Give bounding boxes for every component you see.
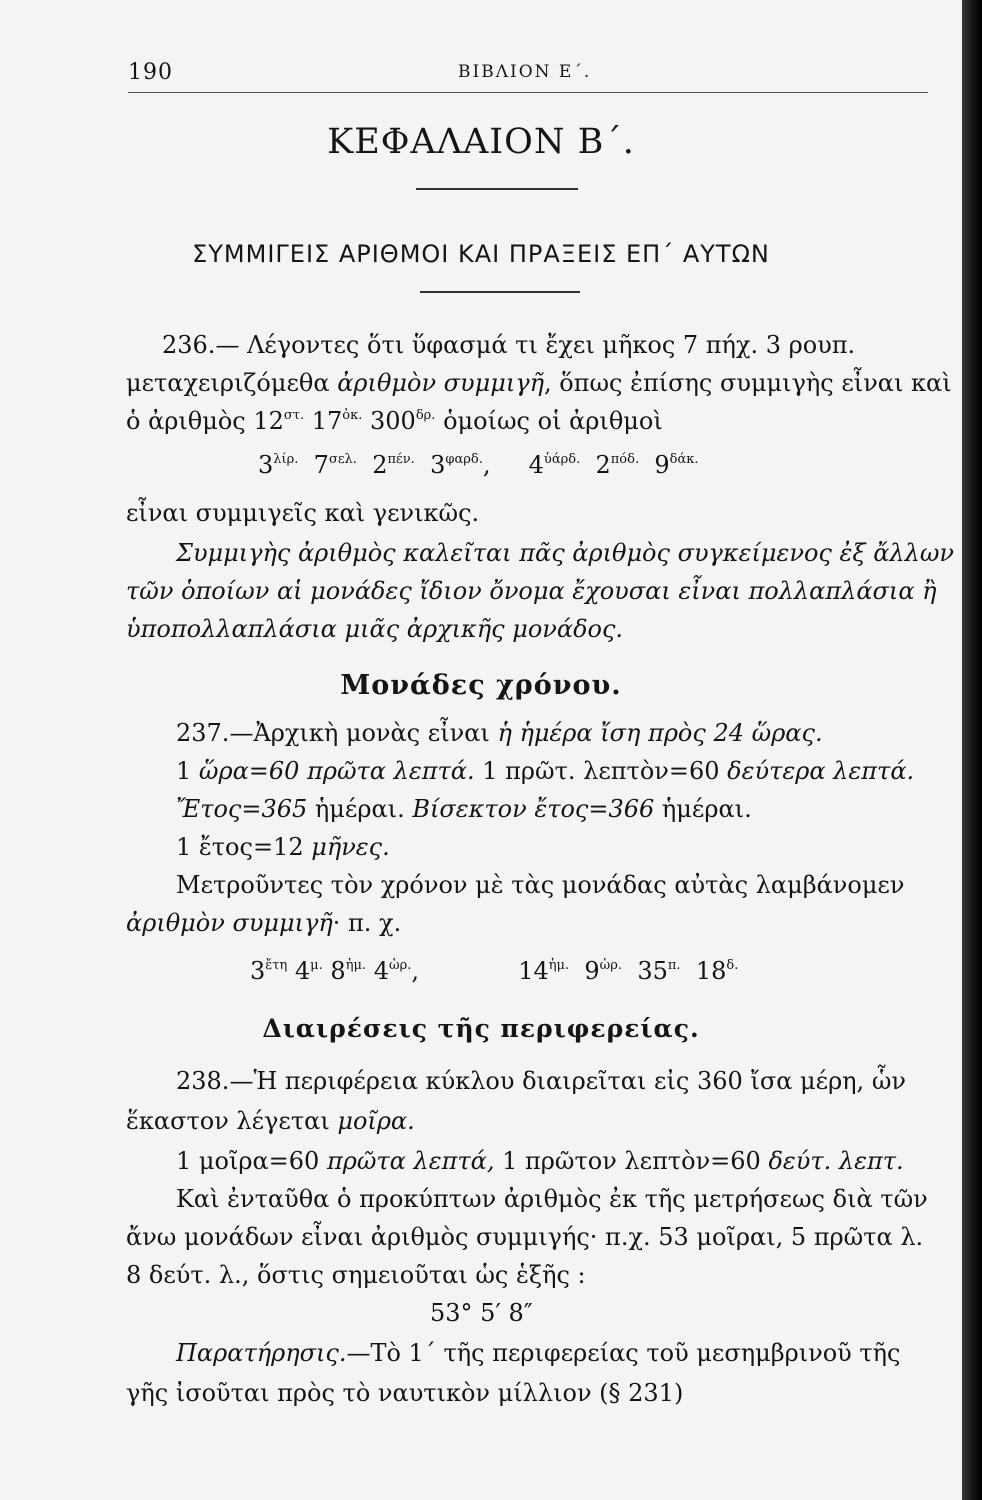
note-line-1 bbox=[176, 1338, 900, 1368]
definition-line-3: ὑποπολλαπλάσια μιᾶς ἀρχικῆς μονάδος. bbox=[126, 615, 624, 643]
text-span: μοῖρα. bbox=[337, 1107, 415, 1135]
example-number: 8 bbox=[330, 957, 346, 985]
example-number: 7 bbox=[313, 451, 329, 479]
definition-line-1: Συμμιγὴς ἀριθμὸς καλεῖται πᾶς ἀριθμὸς συγκείμενος ἐξ ἄλλων bbox=[176, 539, 955, 567]
unit-superscript: ὑάρδ. bbox=[543, 452, 581, 467]
paragraph-237-line-5: Μετροῦντες τὸν χρόνον μὲ τὰς μονάδας αὐτὰς λαμβάνομεν bbox=[176, 871, 905, 899]
running-header bbox=[128, 52, 928, 93]
example-number: 3 bbox=[258, 451, 274, 479]
chapter-title: ΚΕΦΑΛΑΙΟΝ Β΄. bbox=[327, 122, 635, 162]
example-number: 9 bbox=[584, 957, 600, 985]
example-number: 18 bbox=[695, 957, 727, 985]
unit-superscript: πέν. bbox=[387, 452, 415, 467]
note-line-2: γῆς ἰσοῦται πρὸς τὸ ναυτικὸν μίλλιον (§ 231) bbox=[126, 1379, 684, 1407]
example-number: 9 bbox=[654, 451, 670, 479]
text-span: ἕκαστον λέγεται bbox=[126, 1107, 338, 1135]
subheading-circle-divisions: Διαιρέσεις τῆς περιφερείας. bbox=[262, 1014, 700, 1043]
unit-superscript: σελ. bbox=[328, 452, 357, 467]
unit-superscript: π. bbox=[667, 958, 681, 973]
unit-superscript: ἡμ. bbox=[345, 958, 367, 973]
book-title: ΒΙΒΛΙΟΝ Ε΄. bbox=[458, 62, 592, 82]
text-span: — Λέγοντες ὅτι ὕφασμά τι ἔχει μῆκος 7 πήχ. 3 ρουπ. bbox=[215, 331, 856, 359]
text-span: ἀριθμὸν συμμιγῆ bbox=[126, 909, 333, 937]
subheading-time-units: Μονάδες χρόνου. bbox=[340, 670, 622, 701]
paragraph-238-line-2 bbox=[126, 1106, 415, 1136]
unit-superscript: πόδ. bbox=[610, 452, 640, 467]
unit-superscript: ἔτη bbox=[265, 958, 288, 973]
paragraph-number: 237. bbox=[176, 719, 230, 747]
text-span: —Ἀρχικὴ μονὰς εἶναι bbox=[229, 719, 498, 747]
paragraph-237-line-4 bbox=[176, 832, 390, 862]
definition-line-2: τῶν ὁποίων αἱ μονάδες ἴδιον ὄνομα ἔχουσαι εἶναι πολλαπλάσια ἢ bbox=[126, 577, 937, 605]
text-span: Ἔτος=365 bbox=[176, 795, 308, 823]
paragraph-238-line-1 bbox=[176, 1066, 906, 1096]
text-span: ἡμέραι. bbox=[307, 795, 413, 823]
unit-superscript: λίρ. bbox=[273, 452, 299, 467]
paragraph-236-line-1 bbox=[162, 330, 855, 360]
divider-rule bbox=[420, 291, 580, 293]
paragraph-236-example bbox=[258, 450, 699, 480]
text-span: ὁ ἀριθμὸς 12 bbox=[126, 407, 284, 435]
text-span: ἡ ἡμέρα ἴση πρὸς 24 ὥρας. bbox=[497, 719, 823, 747]
text-span: μῆνες. bbox=[311, 833, 390, 861]
note-label: Παρατήρησις. bbox=[176, 1339, 347, 1367]
paragraph-236-line-3 bbox=[126, 406, 663, 436]
text-span: , bbox=[411, 957, 420, 985]
text-span: , ὅπως ἐπίσης συμμιγὴς εἶναι καὶ bbox=[543, 369, 952, 397]
paragraph-237-line-3 bbox=[176, 794, 752, 824]
unit-superscript: δρ. bbox=[415, 408, 436, 423]
unit-superscript: ὀκ. bbox=[342, 408, 363, 423]
unit-superscript: δ. bbox=[726, 958, 739, 973]
example-number: 2 bbox=[372, 451, 388, 479]
page-edge-shadow bbox=[962, 0, 982, 1500]
paragraph-237-line-1 bbox=[176, 718, 823, 748]
text-span: , bbox=[482, 451, 491, 479]
text-span: 1 ἔτος=12 bbox=[176, 833, 312, 861]
example-number: 4 bbox=[373, 957, 389, 985]
text-span: —Τὸ 1΄ τῆς περιφερείας τοῦ μεσημβρινοῦ τῆς bbox=[346, 1339, 901, 1367]
example-number: 35 bbox=[637, 957, 668, 985]
unit-superscript: μ. bbox=[310, 958, 323, 973]
paragraph-237-line-2 bbox=[176, 756, 914, 786]
example-number: 4 bbox=[528, 451, 544, 479]
text-span: 1 πρῶτον λεπτὸν=60 bbox=[494, 1147, 769, 1175]
unit-superscript: φαρδ. bbox=[445, 452, 483, 467]
paragraph-number: 236. bbox=[162, 331, 216, 359]
text-span: ἀριθμὸν συμμιγῆ bbox=[337, 369, 544, 397]
unit-superscript: ὡρ. bbox=[599, 958, 623, 973]
paragraph-237-line-6 bbox=[126, 908, 401, 938]
example-number: 3 bbox=[250, 957, 266, 985]
text-span: μεταχειριζόμεθα bbox=[126, 369, 330, 397]
text-span: ὁμοίως οἱ ἀριθμοὶ bbox=[435, 407, 663, 435]
text-span: 1 bbox=[176, 757, 199, 785]
paragraph-238-line-5: ἄνω μονάδων εἶναι ἀριθμὸς συμμιγής· π.χ. 53 μοῖραι, 5 πρῶτα λ. bbox=[126, 1223, 924, 1251]
paragraph-238-line-6: 8 δεύτ. λ., ὅστις σημειοῦται ὡς ἑξῆς : bbox=[126, 1261, 586, 1289]
text-span: ὥρα=60 πρῶτα λεπτά. bbox=[198, 757, 475, 785]
example-number: 2 bbox=[595, 451, 611, 479]
unit-superscript: ὡρ. bbox=[388, 958, 412, 973]
text-span: · π. χ. bbox=[332, 909, 402, 937]
text-span: ἡμέραι. bbox=[654, 795, 752, 823]
text-span: 1 πρῶτ. λεπτὸν=60 bbox=[474, 757, 728, 785]
paragraph-238-line-3 bbox=[176, 1146, 904, 1176]
unit-superscript: δάκ. bbox=[669, 452, 699, 467]
text-span: 1 μοῖρα=60 bbox=[176, 1147, 327, 1175]
text-span: πρῶτα λεπτά, bbox=[326, 1147, 495, 1175]
text-span: 300 bbox=[362, 407, 416, 435]
paragraph-238-example: 53° 5′ 8″ bbox=[430, 1299, 533, 1327]
unit-superscript: στ. bbox=[283, 408, 305, 423]
unit-superscript: ἡμ. bbox=[548, 958, 570, 973]
page-number: 190 bbox=[128, 60, 173, 85]
example-number: 3 bbox=[430, 451, 446, 479]
paragraph-number: 238. bbox=[176, 1067, 230, 1095]
section-title: ΣΥΜΜΙΓΕΙΣ ΑΡΙΘΜΟΙ ΚΑΙ ΠΡΑΞΕΙΣ ΕΠ΄ ΑΥΤΩΝ bbox=[192, 240, 770, 268]
text-span: —Ἡ περιφέρεια κύκλου διαιρεῖται εἰς 360 ἴσα μέρη, ὧν bbox=[229, 1067, 906, 1095]
text-span: δεύτερα λεπτά. bbox=[727, 757, 915, 785]
divider-rule bbox=[416, 188, 578, 190]
text-span: δεύτ. λεπτ. bbox=[768, 1147, 904, 1175]
example-number: 14 bbox=[518, 957, 549, 985]
text-span: Βίσεκτον ἔτος=366 bbox=[412, 795, 655, 823]
paragraph-236-line-2 bbox=[126, 368, 952, 398]
paragraph-236-line-5: εἶναι συμμιγεῖς καὶ γενικῶς. bbox=[126, 499, 480, 527]
text-span: 17 bbox=[304, 407, 343, 435]
paragraph-237-example bbox=[250, 956, 738, 986]
paragraph-238-line-4: Καὶ ἐνταῦθα ὁ προκύπτων ἀριθμὸς ἐκ τῆς μετρήσεως διὰ τῶν bbox=[176, 1185, 928, 1213]
example-number: 4 bbox=[294, 957, 311, 985]
